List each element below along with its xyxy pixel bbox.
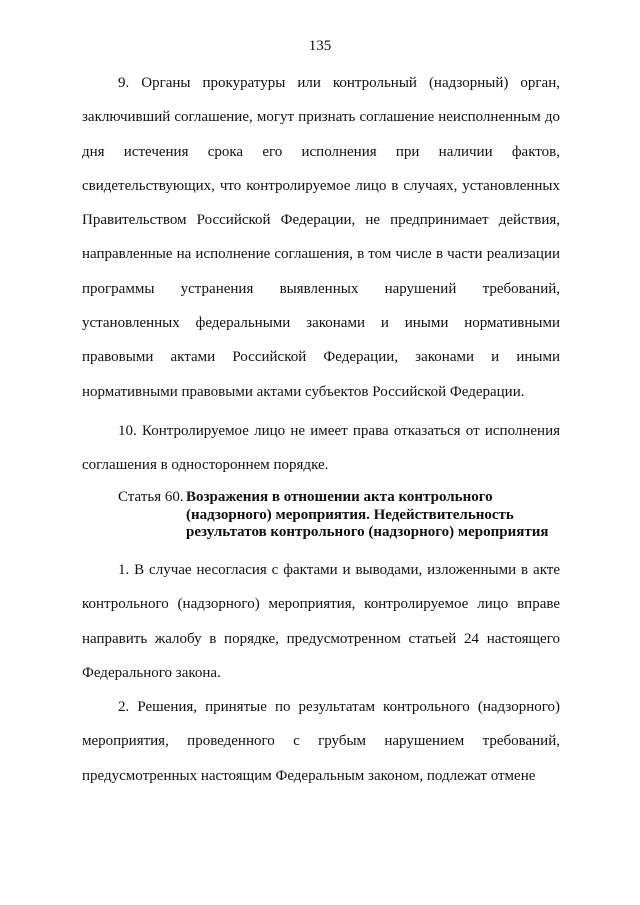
article-title [186,489,576,542]
article-paragraph-1: 1. В случае несогласия с фактами и выводами, изложенными в акте контрольного (надзорного) мероприятия, контролируемое лицо вправе направить жалобу в порядке, предусмотренном статьей 24 настоящего Федерального закона. [82,562,560,681]
paragraph-10: 10. Контролируемое лицо не имеет права отказаться от исполнения соглашения в одностороннем порядке. [82,423,560,474]
paragraph-9: 9. Органы прокуратуры или контрольный (надзорный) орган, заключивший соглашение, могут признать соглашение неисполненным до дня истечения срока его исполнения при наличии фактов, свидетельствующих, что контролируемое лицо в случаях, установленных Правительством Российской Федерации, не предпринимает действия, направленные на исполнение соглашения, в том числе в части реализации программы устранения выявленных нарушений требований, установленных федеральными законами и иными нормативными правовыми актами Российской Федерации, законами и иными нормативными правовыми актами субъектов Российской Федерации. [82,75,560,400]
article-title-line: (надзорного) мероприятия. Недействительность [186,506,514,523]
article-paragraph-2: 2. Решения, принятые по результатам контрольного (надзорного) мероприятия, проведенного с грубым нарушением требований, предусмотренных настоящим Федеральным законом, подлежат отмене [82,699,560,784]
article-title-line: Возражения в отношении акта контрольного [186,489,493,505]
article-number: Статья 60. [118,489,184,505]
page-number: 135 [308,38,332,54]
article-title-line: результатов контрольного (надзорного) мероприятия [186,524,549,540]
